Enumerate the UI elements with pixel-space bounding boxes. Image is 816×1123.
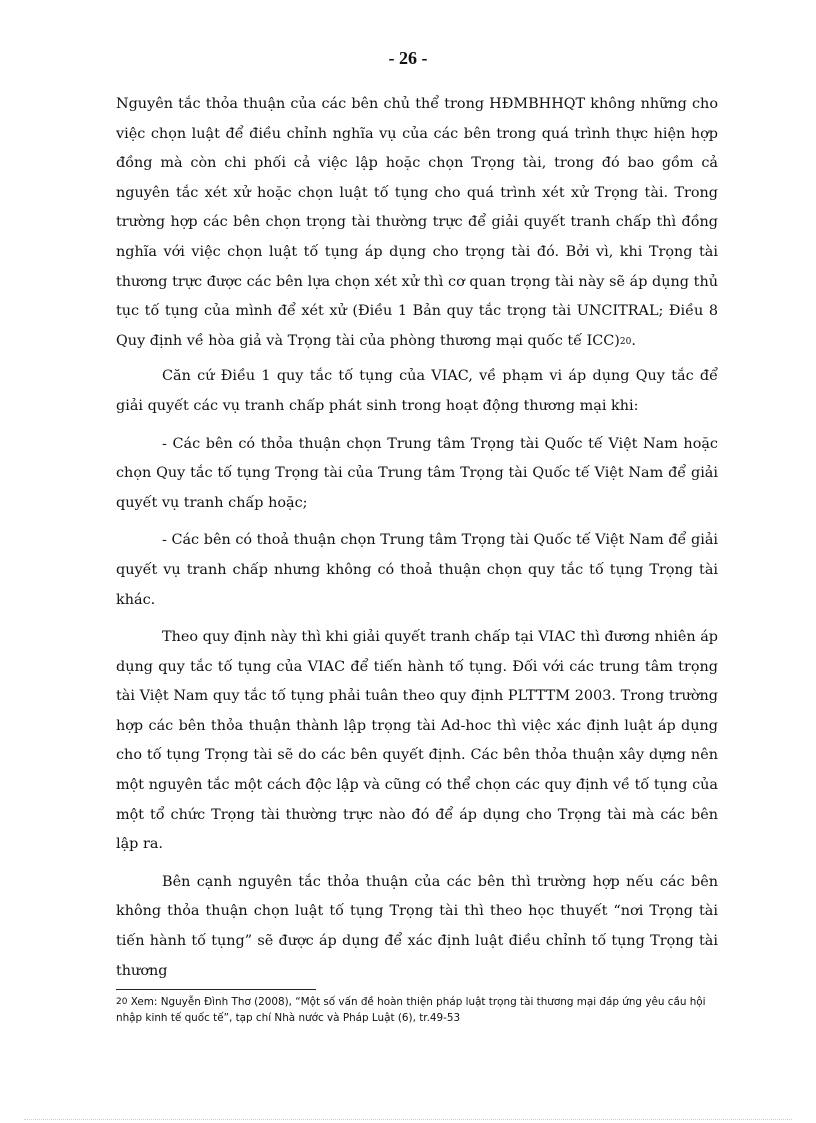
- paragraph-3: Theo quy định này thì khi giải quyết tranh chấp tại VIAC thì đương nhiên áp dụng quy tắc tố tụng của VIAC để tiến hành tố tụng. Đối với các trung tâm trọng tài Việt Nam quy tắc tố tụng phải tuân theo quy định PLTTTM 2003. Trong trường hợp các bên thỏa thuận thành lập trọng tài Ad-hoc thì việc xác định luật áp dụng cho tố tụng Trọng tài sẽ do các bên quyết định. Các bên thỏa thuận xây dựng nên một nguyên tắc một cách độc lập và cũng có thể chọn các quy định về tố tụng của một tổ chức Trọng tài thường trực nào đó để áp dụng cho Trọng tài mà các bên lập ra.: [116, 629, 718, 853]
- list-item-2: - Các bên có thoả thuận chọn Trung tâm Trọng tài Quốc tế Việt Nam để giải quyết vụ tranh chấp nhưng không có thoả thuận chọn quy tắc tố tụng Trọng tài khác.: [116, 532, 718, 608]
- paragraph-1: [116, 90, 718, 358]
- paragraph-1-text: Nguyên tắc thỏa thuận của các bên chủ thể trong HĐMBHHQT không những cho việc chọn luật để điều chỉnh nghĩa vụ của các bên trong quá trình thực hiện hợp đồng mà còn chi phối cả việc lập hoặc chọn Trọng tài, trong đó bao gồm cả nguyên tắc xét xử hoặc chọn luật tố tụng cho quá trình xét xử Trọng tài. Trong trường hợp các bên chọn trọng tài thường trực để giải quyết tranh chấp thì đồng nghĩa với việc chọn luật tố tụng áp dụng cho trọng tài đó. Bởi vì, khi Trọng tài thương trực được các bên lựa chọn xét xử thì cơ quan trọng tài này sẽ áp dụng thủ tục tố tụng của mình để xét xử (Điều 1 Bản quy tắc trọng tài UNCITRAL; Điều 8 Quy định về hòa giả và Trọng tài của phòng thương mại quốc tế ICC): [116, 96, 718, 349]
- footnote-divider: [116, 989, 316, 990]
- footnote-reference: 20: [619, 336, 632, 347]
- paragraph-2: Căn cứ Điều 1 quy tắc tố tụng của VIAC, về phạm vi áp dụng Quy tắc để giải quyết các vụ tranh chấp phát sinh trong hoạt động thương mại khi:: [116, 368, 718, 414]
- paragraph-4: Bên cạnh nguyên tắc thỏa thuận của các bên thì trường hợp nếu các bên không thỏa thuận chọn luật tố tụng Trọng tài thì theo học thuyết “nơi Trọng tài tiến hành tố tụng” sẽ được áp dụng để xác định luật điều chỉnh tố tụng Trọng tài thương: [116, 873, 718, 979]
- footnote: [116, 995, 720, 1026]
- page-bottom-border: [24, 1119, 792, 1120]
- footnote-number: 20: [116, 997, 128, 1007]
- paragraph-1-end: .: [631, 332, 636, 349]
- main-text: [116, 90, 718, 986]
- footnote-text: Xem: Nguyễn Đình Thơ (2008), “Một số vấn đề hoàn thiện pháp luật trọng tài thương mại đáp ứng yêu cầu hội nhập kinh tế quốc tế”, tạp chí Nhà nước và Pháp Luật (6), tr.49-53: [116, 996, 706, 1024]
- list-item-1: - Các bên có thỏa thuận chọn Trung tâm Trọng tài Quốc tế Việt Nam hoặc chọn Quy tắc tố tụng Trọng tài của Trung tâm Trọng tài Quốc tế Việt Nam để giải quyết vụ tranh chấp hoặc;: [116, 435, 718, 511]
- page-number: - 26 -: [388, 48, 428, 68]
